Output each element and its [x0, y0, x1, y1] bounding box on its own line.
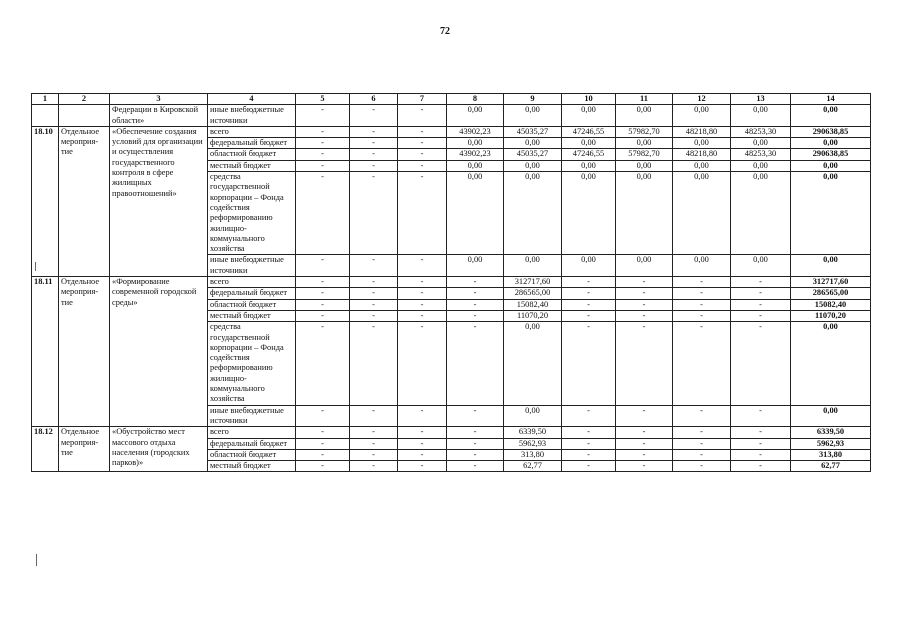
year-value-cell: - [398, 126, 447, 137]
column-header-14: 14 [791, 94, 871, 105]
year-value-cell: - [296, 277, 350, 288]
year-value-cell: - [562, 277, 616, 288]
total-cell: 286565,00 [791, 288, 871, 299]
year-value-cell: - [350, 277, 398, 288]
year-value-cell: - [398, 288, 447, 299]
year-value-cell: 286565,00 [504, 288, 562, 299]
year-value-cell: - [296, 449, 350, 460]
group-description: Федерации в Кировской области» [110, 105, 208, 127]
year-value-cell: - [731, 449, 791, 460]
year-value-cell: 15082,40 [504, 299, 562, 310]
year-value-cell: - [398, 322, 447, 405]
column-header-2: 2 [59, 94, 110, 105]
year-value-cell: - [562, 405, 616, 427]
funding-source: федеральный бюджет [208, 438, 296, 449]
year-value-cell: - [296, 405, 350, 427]
year-value-cell: 0,00 [504, 105, 562, 127]
year-value-cell: - [731, 277, 791, 288]
year-value-cell: 0,00 [731, 172, 791, 255]
year-value-cell: 43902,23 [447, 126, 504, 137]
year-value-cell: 0,00 [616, 172, 673, 255]
year-value-cell: 0,00 [673, 105, 731, 127]
year-value-cell: 0,00 [447, 172, 504, 255]
year-value-cell: - [350, 449, 398, 460]
year-value-cell: - [616, 461, 673, 472]
year-value-cell: - [562, 322, 616, 405]
year-value-cell: 48218,80 [673, 149, 731, 160]
year-value-cell: - [398, 255, 447, 277]
year-value-cell: 0,00 [504, 172, 562, 255]
funding-source: областной бюджет [208, 149, 296, 160]
total-cell: 62,77 [791, 461, 871, 472]
funding-source: иные внебюджетные источники [208, 255, 296, 277]
year-value-cell: 312717,60 [504, 277, 562, 288]
year-value-cell: 0,00 [504, 138, 562, 149]
column-header-8: 8 [447, 94, 504, 105]
year-value-cell: - [673, 427, 731, 438]
column-header-7: 7 [398, 94, 447, 105]
year-value-cell: - [296, 322, 350, 405]
year-value-cell: - [731, 299, 791, 310]
year-value-cell: - [616, 288, 673, 299]
year-value-cell: 0,00 [673, 138, 731, 149]
group-number: 18.11 [32, 277, 59, 427]
year-value-cell: - [562, 438, 616, 449]
year-value-cell: - [398, 138, 447, 149]
funding-source: местный бюджет [208, 160, 296, 171]
year-value-cell: - [350, 126, 398, 137]
funding-source: всего [208, 427, 296, 438]
column-header-3: 3 [110, 94, 208, 105]
total-cell: 313,80 [791, 449, 871, 460]
table-row [32, 105, 871, 127]
year-value-cell: - [616, 438, 673, 449]
year-value-cell: - [731, 438, 791, 449]
table-row [32, 277, 871, 288]
year-value-cell: - [350, 322, 398, 405]
year-value-cell: - [398, 149, 447, 160]
year-value-cell: - [350, 461, 398, 472]
year-value-cell: 0,00 [616, 160, 673, 171]
year-value-cell: - [296, 438, 350, 449]
year-value-cell: - [296, 149, 350, 160]
year-value-cell: - [350, 299, 398, 310]
year-value-cell: - [673, 299, 731, 310]
column-header-11: 11 [616, 94, 673, 105]
total-cell: 11070,20 [791, 310, 871, 321]
total-cell: 0,00 [791, 138, 871, 149]
year-value-cell: - [447, 277, 504, 288]
total-cell: 0,00 [791, 405, 871, 427]
year-value-cell: - [350, 149, 398, 160]
column-header-5: 5 [296, 94, 350, 105]
year-value-cell: - [616, 427, 673, 438]
year-value-cell: - [731, 461, 791, 472]
year-value-cell: 57982,70 [616, 126, 673, 137]
group-description: «Обеспечение создания условий для организации и осуществления государственного контроля в сфере жилищных правоотношений» [110, 126, 208, 276]
total-cell: 0,00 [791, 172, 871, 255]
year-value-cell: - [350, 438, 398, 449]
column-header-9: 9 [504, 94, 562, 105]
year-value-cell: - [616, 299, 673, 310]
year-value-cell: - [673, 277, 731, 288]
funding-source: областной бюджет [208, 449, 296, 460]
group-description: «Формирование современной городской среды» [110, 277, 208, 427]
year-value-cell: 0,00 [731, 255, 791, 277]
table-header [32, 94, 871, 105]
year-value-cell: 43902,23 [447, 149, 504, 160]
year-value-cell: - [673, 405, 731, 427]
year-value-cell: 0,00 [562, 105, 616, 127]
year-value-cell: 0,00 [562, 138, 616, 149]
year-value-cell: - [398, 160, 447, 171]
year-value-cell: 0,00 [673, 172, 731, 255]
year-value-cell: - [398, 310, 447, 321]
year-value-cell: 0,00 [731, 138, 791, 149]
year-value-cell: - [562, 310, 616, 321]
year-value-cell: - [398, 438, 447, 449]
year-value-cell: - [447, 322, 504, 405]
funding-source: всего [208, 277, 296, 288]
year-value-cell: - [296, 172, 350, 255]
year-value-cell: - [447, 449, 504, 460]
year-value-cell: - [350, 427, 398, 438]
total-cell: 0,00 [791, 105, 871, 127]
column-header-1: 1 [32, 94, 59, 105]
year-value-cell: - [350, 105, 398, 127]
year-value-cell: 0,00 [447, 105, 504, 127]
year-value-cell: - [562, 461, 616, 472]
total-cell: 290638,85 [791, 126, 871, 137]
year-value-cell: - [350, 405, 398, 427]
group-name: Отдельное мероприя-тие [59, 126, 110, 276]
year-value-cell: - [447, 310, 504, 321]
column-header-4: 4 [208, 94, 296, 105]
funding-source: областной бюджет [208, 299, 296, 310]
year-value-cell: 11070,20 [504, 310, 562, 321]
year-value-cell: 0,00 [504, 405, 562, 427]
year-value-cell: 48218,80 [673, 126, 731, 137]
year-value-cell: - [350, 138, 398, 149]
year-value-cell: 0,00 [731, 105, 791, 127]
year-value-cell: - [398, 405, 447, 427]
year-value-cell: - [731, 405, 791, 427]
year-value-cell: - [562, 299, 616, 310]
column-header-12: 12 [673, 94, 731, 105]
funding-source: всего [208, 126, 296, 137]
scan-mark [35, 262, 36, 271]
funding-source: иные внебюджетные источники [208, 405, 296, 427]
year-value-cell: 45035,27 [504, 149, 562, 160]
group-name: Отдельное мероприя-тие [59, 277, 110, 427]
funding-source: иные внебюджетные источники [208, 105, 296, 127]
year-value-cell: 0,00 [562, 160, 616, 171]
group-description: «Обустройство мест массового отдыха населения (городских парков)» [110, 427, 208, 472]
year-value-cell: - [616, 322, 673, 405]
year-value-cell: 0,00 [447, 138, 504, 149]
year-value-cell: - [296, 461, 350, 472]
year-value-cell: - [398, 427, 447, 438]
funding-source: средства государственной корпорации – Фонда содействия реформированию жилищно-коммунального хозяйства [208, 172, 296, 255]
column-header-10: 10 [562, 94, 616, 105]
year-value-cell: 47246,55 [562, 149, 616, 160]
year-value-cell: - [296, 105, 350, 127]
year-value-cell: - [447, 299, 504, 310]
funding-source: местный бюджет [208, 310, 296, 321]
funding-source: федеральный бюджет [208, 138, 296, 149]
total-cell: 312717,60 [791, 277, 871, 288]
year-value-cell: - [350, 172, 398, 255]
year-value-cell: - [350, 310, 398, 321]
year-value-cell: - [398, 461, 447, 472]
year-value-cell: - [296, 288, 350, 299]
group-number: 18.10 [32, 126, 59, 276]
year-value-cell: - [296, 427, 350, 438]
year-value-cell: 0,00 [447, 255, 504, 277]
total-cell: 0,00 [791, 322, 871, 405]
year-value-cell: 0,00 [673, 160, 731, 171]
total-cell: 290638,85 [791, 149, 871, 160]
year-value-cell: 47246,55 [562, 126, 616, 137]
year-value-cell: 62,77 [504, 461, 562, 472]
page-number: 72 [440, 26, 450, 37]
year-value-cell: - [673, 310, 731, 321]
year-value-cell: - [673, 461, 731, 472]
table-row [32, 427, 871, 438]
group-number: 18.12 [32, 427, 59, 472]
group-number [32, 105, 59, 127]
year-value-cell: 6339,50 [504, 427, 562, 438]
year-value-cell: 0,00 [616, 255, 673, 277]
year-value-cell: 0,00 [504, 322, 562, 405]
year-value-cell: - [447, 461, 504, 472]
year-value-cell: - [673, 288, 731, 299]
year-value-cell: - [673, 438, 731, 449]
year-value-cell: - [616, 449, 673, 460]
scan-mark [36, 554, 37, 566]
year-value-cell: 0,00 [504, 160, 562, 171]
year-value-cell: - [398, 277, 447, 288]
year-value-cell: - [398, 172, 447, 255]
year-value-cell: 0,00 [504, 255, 562, 277]
group-name: Отдельное мероприя-тие [59, 427, 110, 472]
funding-source: средства государственной корпорации – Фонда содействия реформированию жилищно-коммунального хозяйства [208, 322, 296, 405]
year-value-cell: 0,00 [616, 105, 673, 127]
year-value-cell: - [447, 288, 504, 299]
total-cell: 0,00 [791, 160, 871, 171]
year-value-cell: 5962,93 [504, 438, 562, 449]
year-value-cell: 313,80 [504, 449, 562, 460]
year-value-cell: - [350, 288, 398, 299]
total-cell: 5962,93 [791, 438, 871, 449]
year-value-cell: - [673, 449, 731, 460]
year-value-cell: - [616, 405, 673, 427]
year-value-cell: - [350, 160, 398, 171]
year-value-cell: 48253,30 [731, 126, 791, 137]
year-value-cell: - [398, 449, 447, 460]
year-value-cell: - [731, 427, 791, 438]
year-value-cell: - [731, 310, 791, 321]
year-value-cell: 45035,27 [504, 126, 562, 137]
total-cell: 6339,50 [791, 427, 871, 438]
table-body [32, 105, 871, 472]
budget-table [31, 93, 871, 472]
funding-source: федеральный бюджет [208, 288, 296, 299]
funding-source: местный бюджет [208, 461, 296, 472]
year-value-cell: - [398, 299, 447, 310]
year-value-cell: - [447, 438, 504, 449]
year-value-cell: 0,00 [731, 160, 791, 171]
year-value-cell: - [296, 299, 350, 310]
year-value-cell: 0,00 [673, 255, 731, 277]
year-value-cell: 0,00 [447, 160, 504, 171]
year-value-cell: - [562, 427, 616, 438]
year-value-cell: 0,00 [562, 255, 616, 277]
year-value-cell: - [673, 322, 731, 405]
total-cell: 15082,40 [791, 299, 871, 310]
year-value-cell: - [296, 160, 350, 171]
table-row [32, 126, 871, 137]
year-value-cell: - [296, 255, 350, 277]
year-value-cell: 48253,30 [731, 149, 791, 160]
group-name [59, 105, 110, 127]
year-value-cell: - [350, 255, 398, 277]
year-value-cell: 0,00 [616, 138, 673, 149]
total-cell: 0,00 [791, 255, 871, 277]
column-header-6: 6 [350, 94, 398, 105]
year-value-cell: - [296, 310, 350, 321]
year-value-cell: - [447, 427, 504, 438]
year-value-cell: - [562, 288, 616, 299]
year-value-cell: 57982,70 [616, 149, 673, 160]
year-value-cell: - [562, 449, 616, 460]
year-value-cell: - [616, 310, 673, 321]
year-value-cell: 0,00 [562, 172, 616, 255]
year-value-cell: - [616, 277, 673, 288]
year-value-cell: - [731, 322, 791, 405]
year-value-cell: - [447, 405, 504, 427]
column-header-13: 13 [731, 94, 791, 105]
year-value-cell: - [296, 138, 350, 149]
year-value-cell: - [296, 126, 350, 137]
year-value-cell: - [731, 288, 791, 299]
year-value-cell: - [398, 105, 447, 127]
